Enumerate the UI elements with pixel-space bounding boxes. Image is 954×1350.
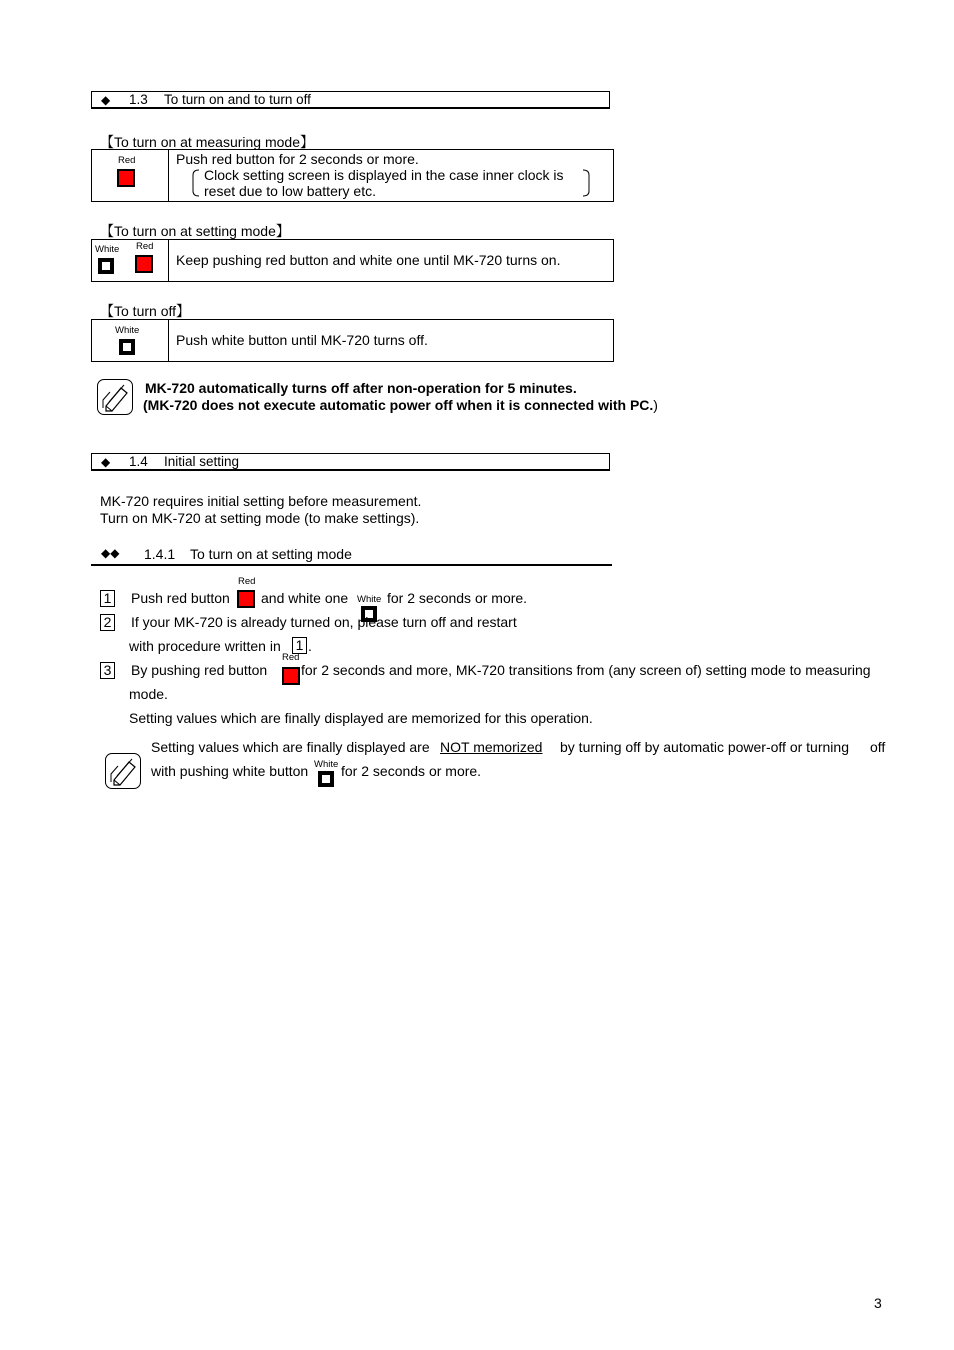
turn-off-heading: 【To turn off】 bbox=[100, 303, 191, 319]
red-label: Red bbox=[136, 241, 154, 252]
white-label: White bbox=[357, 594, 382, 605]
step-reference-1: 1 bbox=[292, 637, 307, 654]
memo1-line2: (MK-720 does not execute automatic power off when it is connected with PC. bbox=[143, 397, 654, 413]
section-title: To turn on and to turn off bbox=[164, 92, 311, 107]
red-button-icon bbox=[282, 667, 300, 685]
right-bracket-icon bbox=[582, 169, 590, 197]
memo2-underlined: NOT memorized bbox=[440, 739, 543, 755]
memo2-text-b: by turning off by automatic power-off or turning bbox=[560, 739, 849, 755]
step-2-text-a: If your MK-720 is already turned on, please turn off and restart bbox=[131, 614, 517, 630]
setting-mode-heading: 【To turn on at setting mode】 bbox=[100, 223, 290, 239]
setting-mode-table bbox=[91, 239, 614, 282]
turn-off-text: Push white button until MK-720 turns off. bbox=[176, 332, 428, 348]
icon-cell bbox=[92, 150, 169, 201]
diamond-icon: ◆ bbox=[101, 455, 111, 469]
note-line-1: Clock setting screen is displayed in the case inner clock is bbox=[204, 167, 564, 183]
white-label: White bbox=[95, 244, 120, 255]
measuring-mode-heading: 【To turn on at measuring mode】 bbox=[100, 134, 314, 150]
icon-cell bbox=[92, 320, 169, 361]
diamond-icon: ◆ bbox=[101, 93, 111, 107]
section-number: 1.3 bbox=[129, 92, 148, 107]
measuring-mode-table bbox=[91, 149, 614, 202]
white-button-icon bbox=[119, 339, 135, 355]
measuring-text bbox=[176, 151, 607, 199]
step-2-number: 2 bbox=[100, 614, 115, 631]
step-3-number: 3 bbox=[100, 662, 115, 679]
double-diamond-icon: ◆◆ bbox=[101, 546, 120, 560]
white-button-icon bbox=[318, 771, 334, 787]
step-1-text-a: Push red button bbox=[131, 590, 230, 606]
page-number: 3 bbox=[874, 1295, 882, 1311]
intro-line-1: MK-720 requires initial setting before measurement. bbox=[100, 493, 422, 509]
memo-pencil-icon bbox=[105, 753, 141, 789]
memo1-line2-close: ) bbox=[653, 397, 658, 413]
step-3-text-a: By pushing red button bbox=[131, 662, 268, 678]
white-button-icon bbox=[98, 258, 114, 274]
memo2-text-c: off bbox=[870, 739, 886, 755]
red-button-icon bbox=[237, 590, 255, 608]
white-label: White bbox=[115, 325, 140, 336]
white-label: White bbox=[314, 759, 339, 770]
step-3-text-b: for 2 seconds and more, MK-720 transitions from (any screen of) setting mode to measuring bbox=[301, 662, 871, 678]
step-2-text-b: with procedure written in bbox=[129, 638, 281, 654]
memo-pencil-icon bbox=[97, 379, 133, 415]
red-label: Red bbox=[282, 652, 300, 663]
memo2-text-a: Setting values which are finally displayed are bbox=[151, 739, 430, 755]
measuring-note bbox=[176, 167, 607, 199]
memo2-text-e: for 2 seconds or more. bbox=[341, 763, 482, 779]
step-3-text-c: mode. bbox=[129, 686, 168, 702]
measuring-line: Push red button for 2 seconds or more. bbox=[176, 151, 419, 167]
icon-cell bbox=[92, 240, 169, 281]
section-1-3-header bbox=[91, 91, 610, 109]
memo2-text-d: with pushing white button bbox=[151, 763, 309, 779]
section-title: Initial setting bbox=[164, 454, 240, 469]
red-button-icon bbox=[135, 255, 153, 273]
memo1-line2-wrap bbox=[143, 397, 658, 413]
step-1-text-c: for 2 seconds or more. bbox=[387, 590, 528, 606]
step-1-number: 1 bbox=[100, 590, 115, 607]
step-2-period: . bbox=[308, 638, 312, 654]
note-line-2: reset due to low battery etc. bbox=[204, 183, 376, 199]
left-bracket-icon bbox=[192, 169, 200, 197]
step-1-text-b: and white one bbox=[261, 590, 349, 606]
red-button-icon bbox=[117, 169, 135, 187]
intro-line-2: Turn on MK-720 at setting mode (to make settings). bbox=[100, 510, 420, 526]
memo1-line1: MK-720 automatically turns off after non-operation for 5 minutes. bbox=[145, 380, 577, 396]
turn-off-table bbox=[91, 319, 614, 362]
setting-text: Keep pushing red button and white one until MK-720 turns on. bbox=[176, 252, 561, 268]
red-label: Red bbox=[238, 576, 256, 587]
step-3-text-d: Setting values which are finally displayed are memorized for this operation. bbox=[129, 710, 593, 726]
section-number: 1.4 bbox=[129, 454, 148, 469]
section-1-4-header bbox=[91, 453, 610, 471]
section-1-4-1-header bbox=[91, 546, 612, 566]
section-title: To turn on at setting mode bbox=[190, 546, 352, 562]
section-number: 1.4.1 bbox=[144, 546, 176, 562]
red-label: Red bbox=[118, 155, 136, 166]
